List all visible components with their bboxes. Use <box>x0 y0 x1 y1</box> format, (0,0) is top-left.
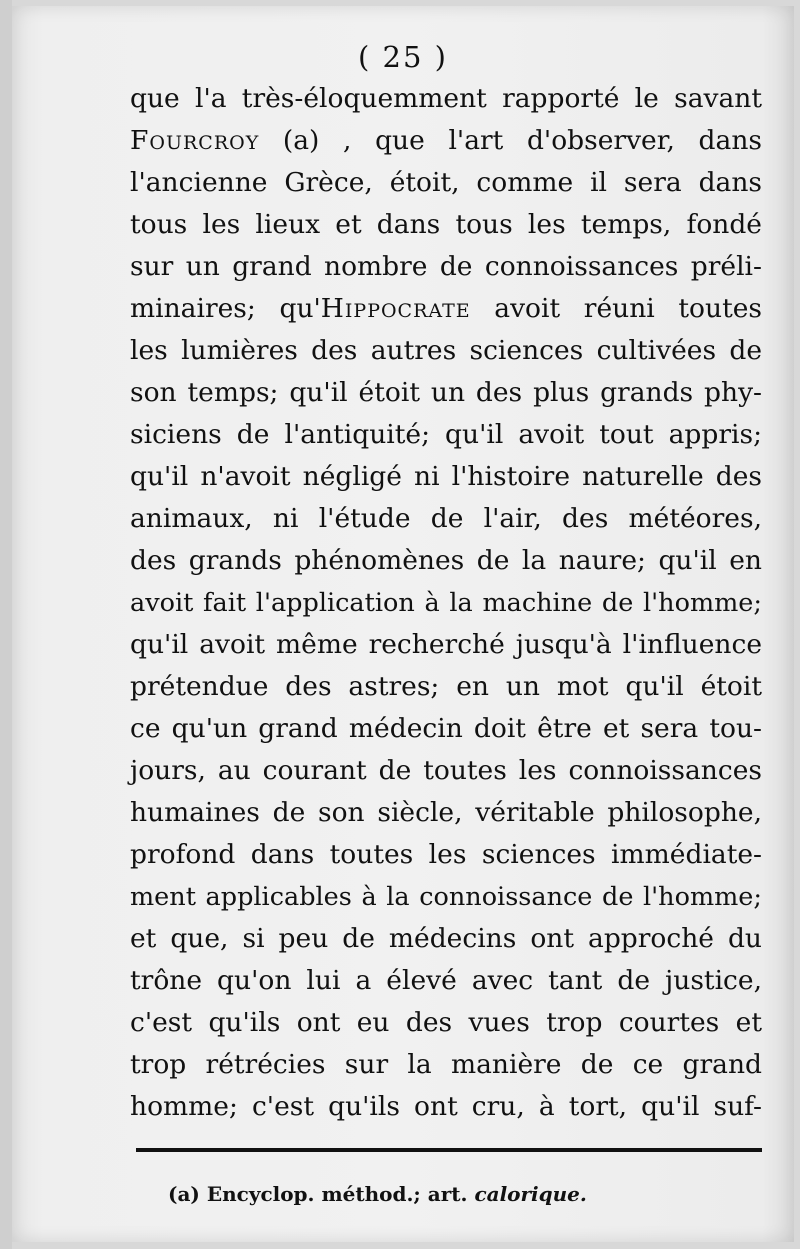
text-line: jours, au courant de toutes les connoissances <box>130 755 762 786</box>
body-text <box>130 78 762 1128</box>
footnote-marker: (a) <box>168 1182 200 1206</box>
text-line: sur un grand nombre de connoissances préli- <box>130 251 762 282</box>
footnote-text: Encyclop. méthod.; art. <box>206 1182 468 1206</box>
text-line: profond dans toutes les sciences immédiate- <box>130 839 762 870</box>
text-line: trop rétrécies sur la manière de ce grand <box>130 1049 762 1080</box>
text-line: humaines de son siècle, véritable philosophe, <box>130 797 762 828</box>
text-line: l'ancienne Grèce, étoit, comme il sera dans <box>130 167 762 198</box>
text-line: trône qu'on lui a élevé avec tant de justice, <box>130 965 762 996</box>
text-line: tous les lieux et dans tous les temps, fondé <box>130 209 762 240</box>
text-line: c'est qu'ils ont eu des vues trop courtes et <box>130 1007 762 1038</box>
text-line: homme; c'est qu'ils ont cru, à tort, qu'il suf- <box>130 1091 762 1122</box>
text-line: des grands phénomènes de la naure; qu'il en <box>130 545 762 576</box>
footnote-italic-term: calorique. <box>474 1182 587 1206</box>
footnote-rule <box>136 1148 762 1152</box>
left-edge-shadow <box>0 0 12 1249</box>
page-number: ( 25 ) <box>358 40 448 74</box>
text-line: Fourcroy (a) , que l'art d'observer, dans <box>130 125 762 156</box>
text-line: son temps; qu'il étoit un des plus grands phy- <box>130 377 762 408</box>
author-name-hippocrate: Hippocrate <box>320 293 471 324</box>
text-line: prétendue des astres; en un mot qu'il étoit <box>130 671 762 702</box>
text-line: qu'il avoit même recherché jusqu'à l'influence <box>130 629 762 660</box>
text-line: les lumières des autres sciences cultivées de <box>130 335 762 366</box>
text-line: qu'il n'avoit négligé ni l'histoire naturelle des <box>130 461 762 492</box>
author-name-fourcroy: Fourcroy <box>130 125 260 156</box>
text-line: animaux, ni l'étude de l'air, des météores, <box>130 503 762 534</box>
text-line: ce qu'un grand médecin doit être et sera tou- <box>130 713 762 744</box>
text-line: minaires; qu'Hippocrate avoit réuni toutes <box>130 293 762 324</box>
text-line: que l'a très-éloquemment rapporté le savant <box>130 83 762 114</box>
text-line: avoit fait l'application à la machine de l'homme; <box>130 588 762 618</box>
text-line: ment applicables à la connoissance de l'homme; <box>130 882 762 912</box>
footnote <box>168 1182 587 1206</box>
text-line: siciens de l'antiquité; qu'il avoit tout appris; <box>130 419 762 450</box>
text-line: et que, si peu de médecins ont approché du <box>130 923 762 954</box>
book-page <box>12 6 794 1242</box>
